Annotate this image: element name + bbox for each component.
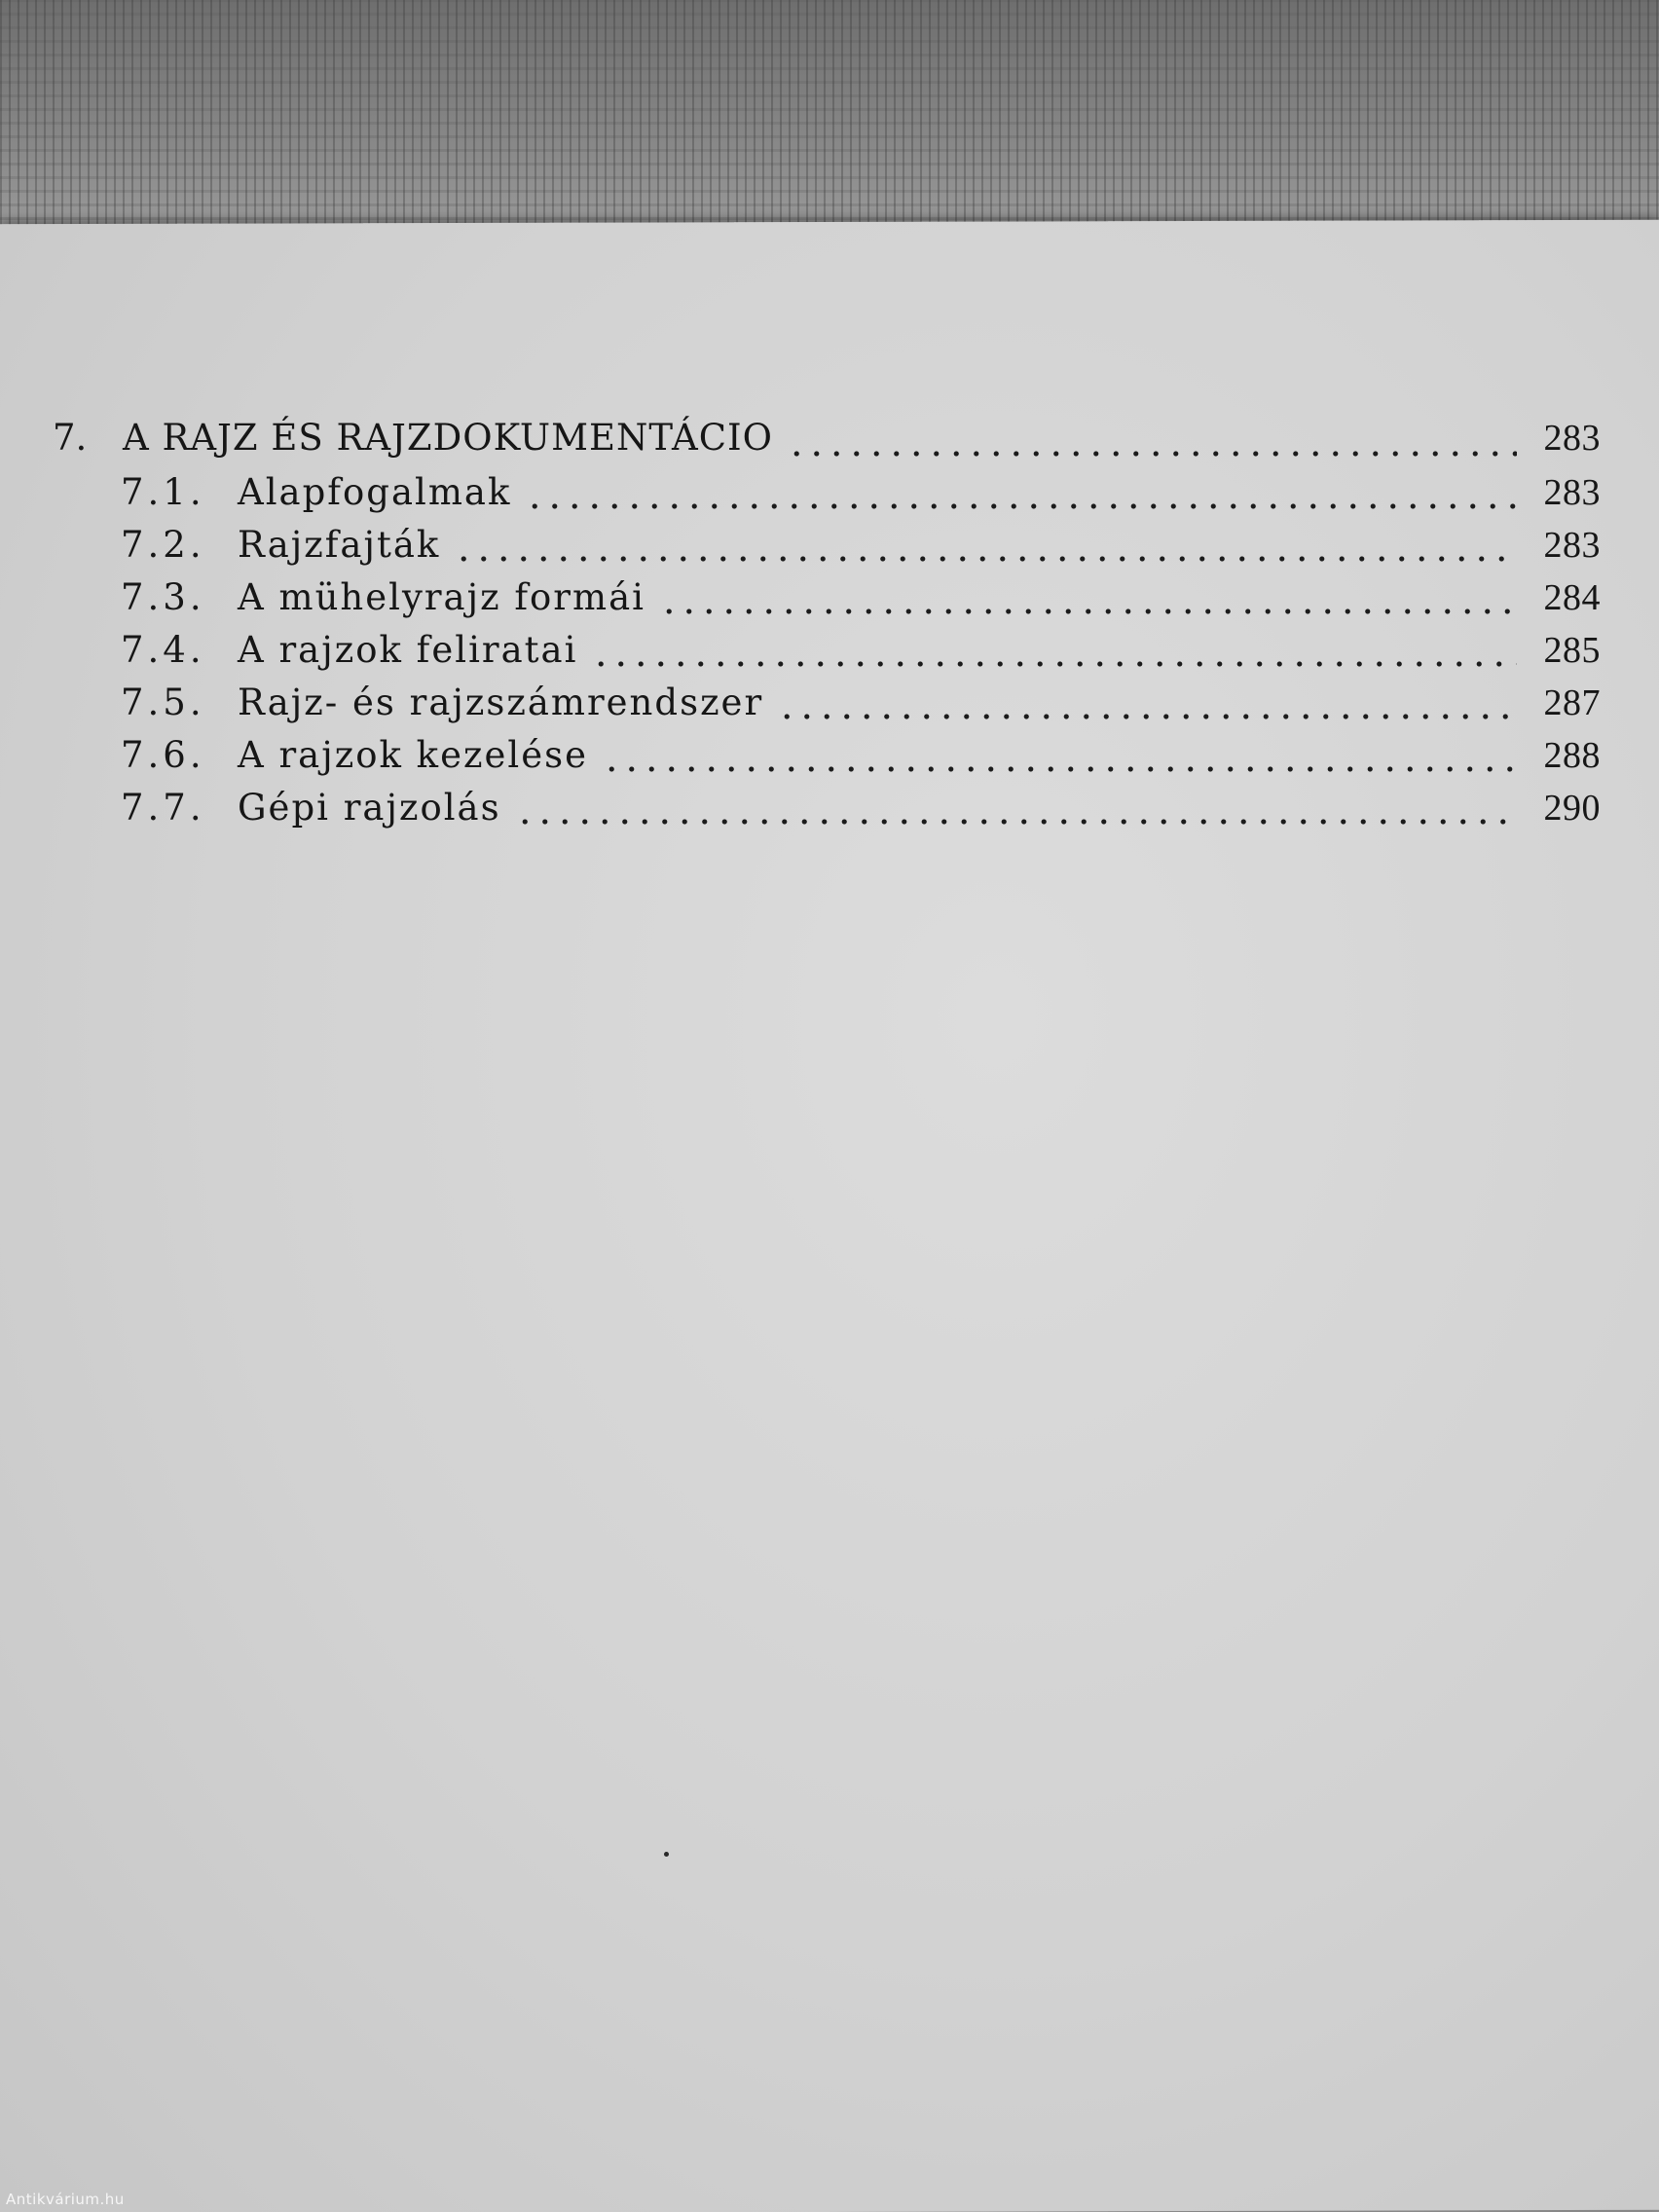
- table-of-contents: [53, 417, 1601, 839]
- section-number: 7.5.: [121, 682, 205, 723]
- section-number: 7.1.: [121, 471, 205, 513]
- dot-leader: [787, 448, 1517, 460]
- section-title: Gépi rajzolás: [238, 787, 501, 829]
- dot-leader: [515, 816, 1517, 828]
- section-title: A rajzok kezelése: [238, 734, 588, 776]
- dot-leader: [602, 763, 1517, 775]
- section-page-number: 283: [1543, 472, 1601, 513]
- toc-section-row: [53, 524, 1601, 576]
- dot-leader: [525, 500, 1517, 512]
- section-title: Rajz- és rajzszámrendszer: [238, 682, 764, 723]
- section-page-number: 287: [1543, 682, 1601, 723]
- section-page-number: 283: [1543, 525, 1601, 566]
- section-title: Alapfogalmak: [238, 471, 512, 513]
- chapter-page-number: 283: [1543, 418, 1601, 459]
- dot-leader: [777, 711, 1517, 722]
- toc-section-row: [53, 682, 1601, 734]
- section-title: Rajzfajták: [238, 524, 441, 566]
- toc-section-row: [53, 734, 1601, 787]
- toc-section-row: [53, 576, 1601, 629]
- dot-leader: [591, 658, 1517, 670]
- section-page-number: 288: [1543, 735, 1601, 776]
- section-page-number: 284: [1543, 577, 1601, 618]
- toc-section-row: [53, 471, 1601, 524]
- section-number: 7.4.: [121, 629, 205, 671]
- table-surface-background: [0, 0, 1659, 234]
- toc-section-row: [53, 629, 1601, 682]
- section-number: 7.3.: [121, 576, 205, 618]
- section-title: A mühelyrajz formái: [238, 576, 645, 618]
- section-page-number: 290: [1543, 788, 1601, 829]
- toc-chapter-row: [53, 417, 1601, 471]
- section-number: 7.6.: [121, 734, 205, 776]
- watermark: Antikvárium.hu: [6, 2191, 125, 2208]
- chapter-title: A RAJZ ÉS RAJZDOKUMENTÁCIO: [123, 417, 774, 459]
- chapter-number: 7.: [53, 417, 88, 459]
- section-number: 7.2.: [121, 524, 205, 566]
- section-title: A rajzok feliratai: [238, 629, 578, 671]
- dot-leader: [454, 553, 1517, 565]
- section-page-number: 285: [1543, 630, 1601, 671]
- toc-section-row: [53, 787, 1601, 839]
- paper-speck: [664, 1852, 669, 1857]
- section-number: 7.7.: [121, 787, 205, 829]
- dot-leader: [659, 606, 1517, 617]
